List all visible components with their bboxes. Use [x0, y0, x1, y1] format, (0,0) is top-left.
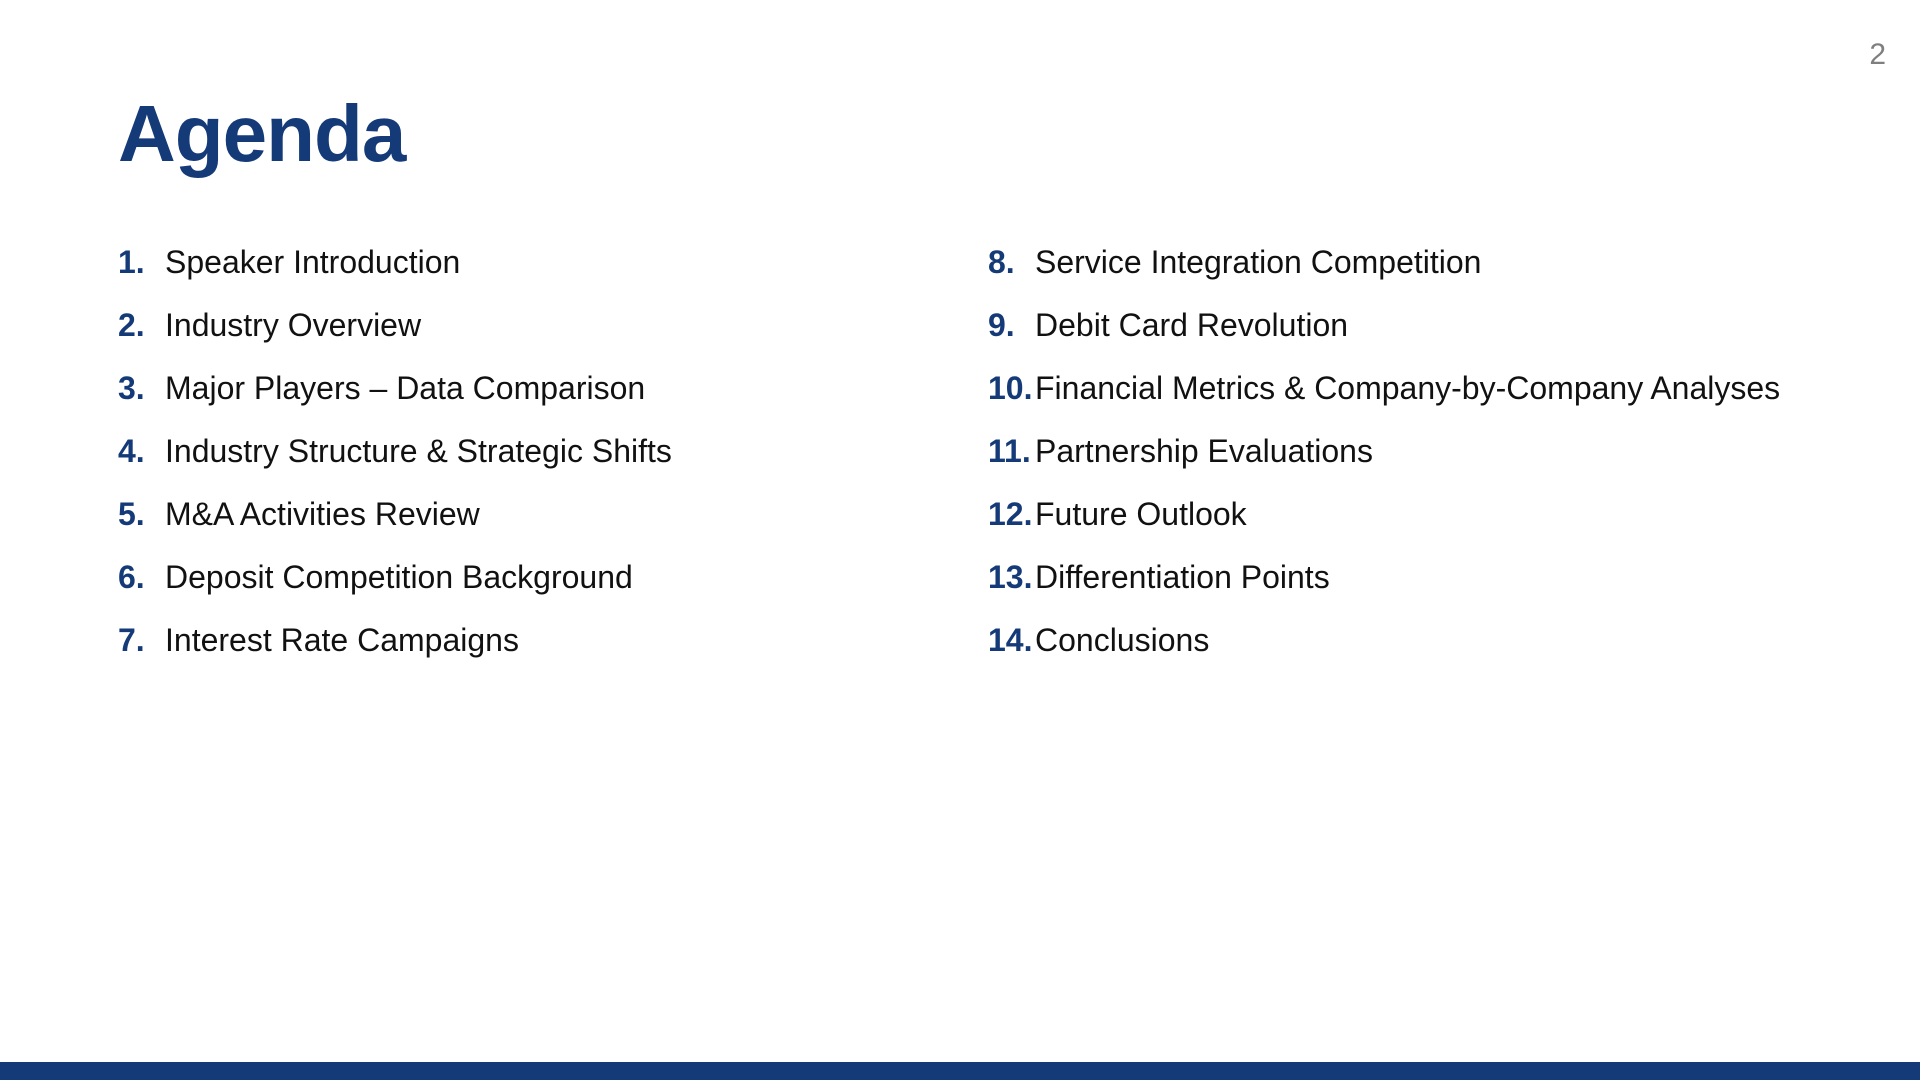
agenda-item-text: Speaker Introduction — [165, 244, 461, 280]
agenda-item — [988, 433, 1780, 496]
agenda-item-number: 13. — [988, 559, 1033, 595]
agenda-item-text: Deposit Competition Background — [165, 559, 633, 595]
agenda-item — [118, 244, 672, 307]
agenda-item-number: 10. — [988, 370, 1033, 406]
agenda-item — [118, 496, 672, 559]
page-number: 2 — [1869, 38, 1886, 71]
agenda-item-number: 2. — [118, 307, 145, 343]
agenda-item-text: Conclusions — [1035, 622, 1210, 658]
agenda-item-text: Service Integration Competition — [1035, 244, 1482, 280]
agenda-item — [988, 370, 1780, 433]
agenda-item-text: Future Outlook — [1035, 496, 1247, 532]
agenda-item — [988, 244, 1780, 307]
agenda-item-number: 1. — [118, 244, 145, 280]
agenda-item — [988, 559, 1780, 622]
agenda-item-number: 8. — [988, 244, 1015, 280]
agenda-item-number: 7. — [118, 622, 145, 658]
agenda-item — [118, 622, 672, 685]
agenda-item — [118, 370, 672, 433]
agenda-item-text: Debit Card Revolution — [1035, 307, 1349, 343]
slide-title: Agenda — [118, 89, 406, 178]
agenda-item — [118, 559, 672, 622]
agenda-item-text: Differentiation Points — [1035, 559, 1330, 595]
agenda-item-number: 6. — [118, 559, 145, 595]
agenda-item-text: M&A Activities Review — [165, 496, 480, 532]
agenda-item-text: Industry Overview — [165, 307, 422, 343]
agenda-item-number: 5. — [118, 496, 145, 532]
agenda-item — [988, 496, 1780, 559]
agenda-item-text: Industry Structure & Strategic Shifts — [165, 433, 672, 469]
agenda-item-text: Partnership Evaluations — [1035, 433, 1373, 469]
agenda-item-number: 11. — [988, 433, 1031, 469]
agenda-item-number: 4. — [118, 433, 145, 469]
agenda-list-right — [988, 244, 1780, 685]
agenda-item — [118, 433, 672, 496]
agenda-item — [118, 307, 672, 370]
agenda-item-number: 14. — [988, 622, 1033, 658]
agenda-item — [988, 307, 1780, 370]
agenda-item-text: Interest Rate Campaigns — [165, 622, 519, 658]
footer-accent-bar — [0, 1062, 1920, 1080]
agenda-item-number: 3. — [118, 370, 145, 406]
agenda-item-text: Major Players – Data Comparison — [165, 370, 646, 406]
agenda-item-number: 9. — [988, 307, 1015, 343]
agenda-item-text: Financial Metrics & Company-by-Company Analyses — [1035, 370, 1781, 406]
agenda-item — [988, 622, 1780, 685]
agenda-item-number: 12. — [988, 496, 1033, 532]
agenda-list-left — [118, 244, 672, 685]
